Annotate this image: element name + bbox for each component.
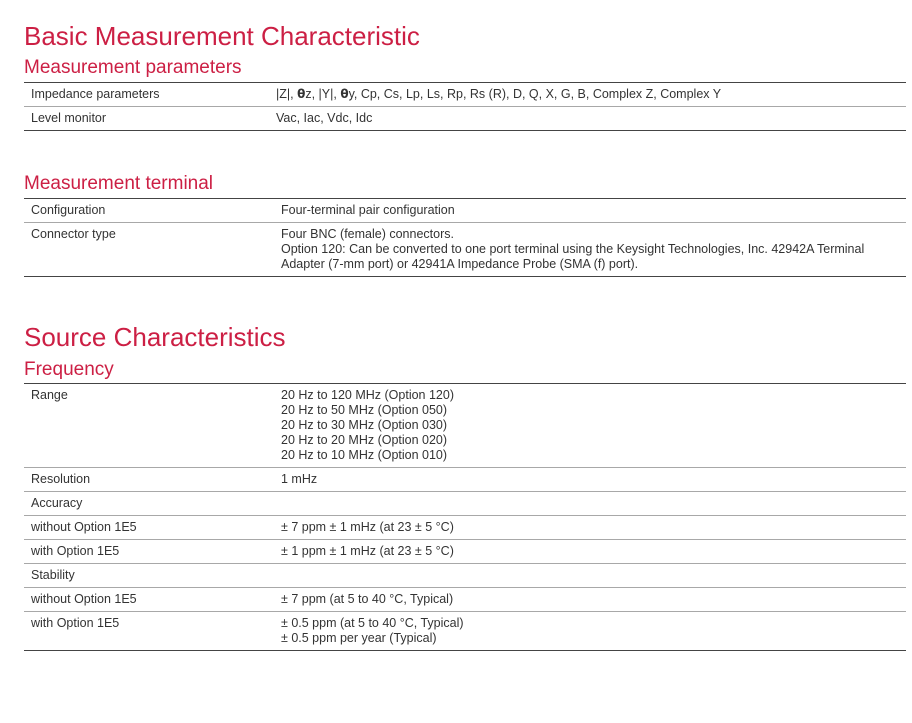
stability-label: Stability [24, 564, 274, 588]
table-row [24, 564, 906, 588]
accuracy-with-option-label: with Option 1E5 [24, 540, 274, 564]
table-row [24, 199, 906, 223]
measurement-terminal-table [24, 198, 906, 277]
accuracy-with-option-value: ± 1 ppm ± 1 mHz (at 23 ± 5 °C) [274, 540, 906, 564]
theta-symbol: θ [297, 87, 306, 101]
theta-symbol: θ [340, 87, 349, 101]
table-row [24, 588, 906, 612]
table-row [24, 540, 906, 564]
measurement-terminal-heading: Measurement terminal [24, 173, 214, 194]
frequency-table [24, 383, 906, 651]
accuracy-label: Accuracy [24, 492, 274, 516]
table-row [24, 468, 906, 492]
accuracy-without-option-value: ± 7 ppm ± 1 mHz (at 23 ± 5 °C) [274, 516, 906, 540]
configuration-value: Four-terminal pair configuration [274, 199, 906, 223]
level-monitor-label: Level monitor [24, 107, 269, 131]
table-row [24, 384, 906, 468]
connector-type-value: Four BNC (female) connectors. Option 120: Can be converted to one port terminal using the Keysight Technologies, Inc. 42942A Terminal Adapter (7-mm port) or 42941A Impedance Probe (SMA (f) port). [274, 223, 906, 277]
level-monitor-value: Vac, Iac, Vdc, Idc [269, 107, 906, 131]
resolution-label: Resolution [24, 468, 274, 492]
table-row [24, 516, 906, 540]
frequency-heading: Frequency [24, 359, 114, 380]
measurement-parameters-table [24, 82, 906, 131]
resolution-value: 1 mHz [274, 468, 906, 492]
stability-with-option-label: with Option 1E5 [24, 612, 274, 651]
range-value: 20 Hz to 120 MHz (Option 120) 20 Hz to 50 MHz (Option 050) 20 Hz to 30 MHz (Option 030) 20 Hz to 20 MHz (Option 020) 20 Hz to 10 MHz (Option 010) [274, 384, 906, 468]
impedance-parameters-value: |Z|, θz, |Y|, θy, Cp, Cs, Lp, Ls, Rp, Rs (R), D, Q, X, G, B, Complex Z, Complex Y [269, 83, 906, 107]
measurement-parameters-heading: Measurement parameters [24, 57, 242, 78]
impedance-parameters-label: Impedance parameters [24, 83, 269, 107]
accuracy-value-empty [274, 492, 906, 516]
table-row [24, 223, 906, 277]
connector-type-label: Connector type [24, 223, 274, 277]
table-row [24, 492, 906, 516]
basic-measurement-title: Basic Measurement Characteristic [24, 21, 420, 51]
table-row [24, 612, 906, 651]
stability-with-option-value: ± 0.5 ppm (at 5 to 40 °C, Typical) ± 0.5 ppm per year (Typical) [274, 612, 906, 651]
table-row [24, 107, 906, 131]
table-row [24, 83, 906, 107]
range-label: Range [24, 384, 274, 468]
stability-without-option-label: without Option 1E5 [24, 588, 274, 612]
configuration-label: Configuration [24, 199, 274, 223]
stability-value-empty [274, 564, 906, 588]
stability-without-option-value: ± 7 ppm (at 5 to 40 °C, Typical) [274, 588, 906, 612]
source-characteristics-title: Source Characteristics [24, 322, 286, 352]
accuracy-without-option-label: without Option 1E5 [24, 516, 274, 540]
